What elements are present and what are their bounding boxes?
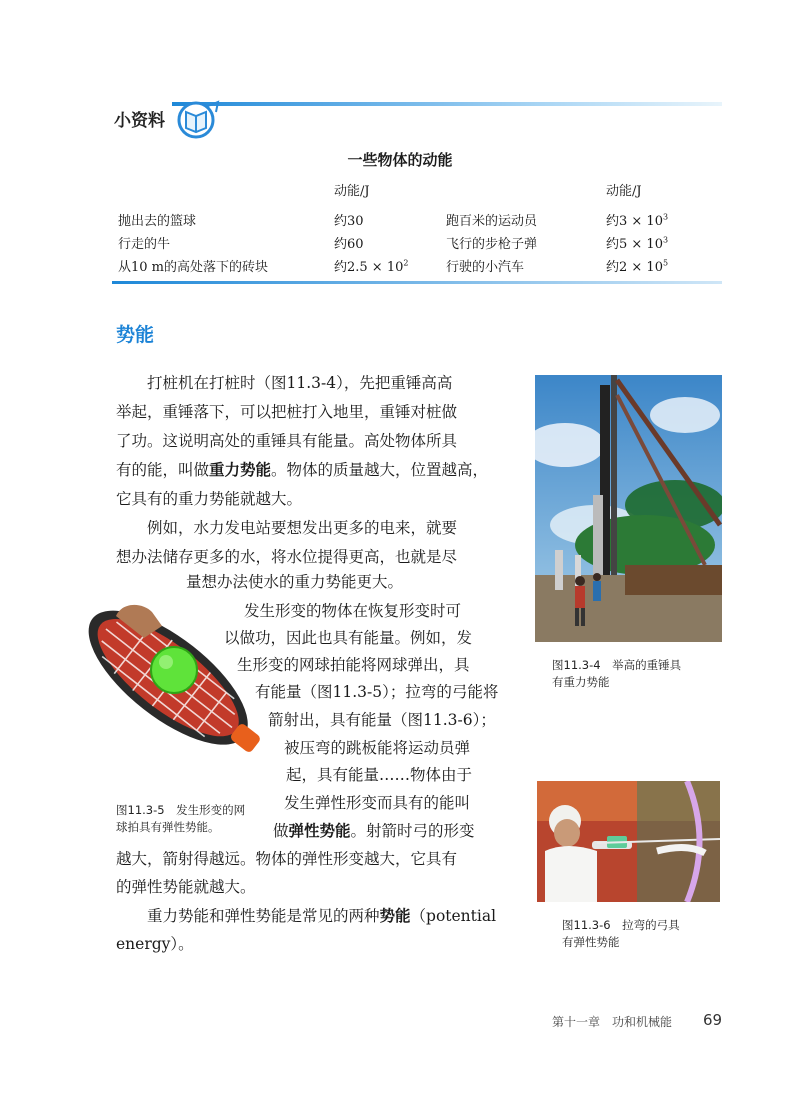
paragraph-line: 了功。这说明高处的重锤具有能量。高处物体所具 xyxy=(116,432,458,450)
paragraph-line: 想办法储存更多的水，将水位提得更高，也就是尽 xyxy=(116,548,458,566)
paragraph-line: 发生弹性形变而具有的能叫 xyxy=(284,794,471,812)
reference-box-header xyxy=(112,98,722,146)
paragraph-line: 发生形变的物体在恢复形变时可 xyxy=(244,602,462,620)
paragraph-line: 有的能，叫做重力势能。物体的质量越大，位置越高， xyxy=(116,461,489,479)
paragraph-line: 它具有的重力势能就越大。 xyxy=(116,490,303,508)
archer-photo xyxy=(537,781,720,902)
paragraph-line: 越大，箭射得越远。物体的弹性形变越大，它具有 xyxy=(116,850,458,868)
table-cell-object: 行驶的小汽车 xyxy=(446,260,525,275)
table-cell-object: 飞行的步枪子弹 xyxy=(446,237,538,252)
book-icon xyxy=(174,100,222,140)
section-title: 势能 xyxy=(116,324,155,346)
col-header-right: 动能/J xyxy=(606,184,642,199)
table-cell-object: 从10 m的高处落下的砖块 xyxy=(118,260,269,275)
chapter-footer: 第十一章 功和机械能 xyxy=(552,1015,673,1029)
reference-box-rule xyxy=(112,281,722,284)
paragraph-line: 打桩机在打桩时（图11.3-4），先把重锤高高 xyxy=(147,374,453,392)
table-cell-value: 约$5 \times 10^3$ xyxy=(606,235,669,252)
paragraph-line: 箭射出，具有能量（图11.3-6）； xyxy=(268,711,496,729)
paragraph-line: 举起，重锤落下，可以把桩打入地里，重锤对桩做 xyxy=(116,403,458,421)
pile-driver-photo xyxy=(535,375,722,642)
table-cell-value: 约60 xyxy=(334,237,364,252)
table-cell-value: 约$2.5 \times 10^2$ xyxy=(334,258,409,275)
figure-caption: 图11.3-4 举高的重锤具 有重力势能 xyxy=(552,658,682,689)
term-elastic-pe: 弹性势能 xyxy=(288,822,351,840)
paragraph-line: 做弹性势能。射箭时弓的形变 xyxy=(273,822,475,840)
reference-header-bar xyxy=(172,102,722,106)
paragraph-line: 的弹性势能就越大。 xyxy=(116,878,256,896)
paragraph-line: energy）。 xyxy=(116,935,194,953)
paragraph-line: 起，具有能量……物体由于 xyxy=(286,766,473,784)
reference-label: 小资料 xyxy=(114,111,165,131)
table-cell-value: 约$2 \times 10^5$ xyxy=(606,258,669,275)
table-cell-object: 行走的牛 xyxy=(118,237,171,252)
figure-caption: 图11.3-6 拉弯的弓具 有弹性势能 xyxy=(562,918,680,949)
term-potential-energy: 势能 xyxy=(379,907,411,925)
term-gravitational-pe: 重力势能 xyxy=(209,461,272,479)
table-cell-value: 约30 xyxy=(334,214,364,229)
table-title: 一些物体的动能 xyxy=(347,151,453,169)
paragraph-line: 量想办法使水的重力势能更大。 xyxy=(186,573,404,591)
col-header-left: 动能/J xyxy=(334,184,370,199)
paragraph-line: 有能量（图11.3-5）；拉弯的弓能将 xyxy=(255,683,499,701)
page-number: 69 xyxy=(703,1011,723,1029)
table-cell-object: 抛出去的篮球 xyxy=(118,214,197,229)
paragraph-line: 重力势能和弹性势能是常见的两种势能（potential xyxy=(147,907,497,925)
paragraph-line: 生形变的网球拍能将网球弹出，具 xyxy=(237,656,470,674)
table-cell-value: 约$3 \times 10^3$ xyxy=(606,212,669,229)
paragraph-line: 被压弯的跳板能将运动员弹 xyxy=(284,739,471,757)
paragraph-line: 例如，水力发电站要想发出更多的电来，就要 xyxy=(147,519,458,537)
figure-caption: 图11.3-5 发生形变的网 球拍具有弹性势能。 xyxy=(116,803,246,834)
paragraph-line: 以做功，因此也具有能量。例如，发 xyxy=(224,629,473,647)
table-cell-object: 跑百米的运动员 xyxy=(446,214,538,229)
tennis-racket-illustration xyxy=(70,598,260,793)
